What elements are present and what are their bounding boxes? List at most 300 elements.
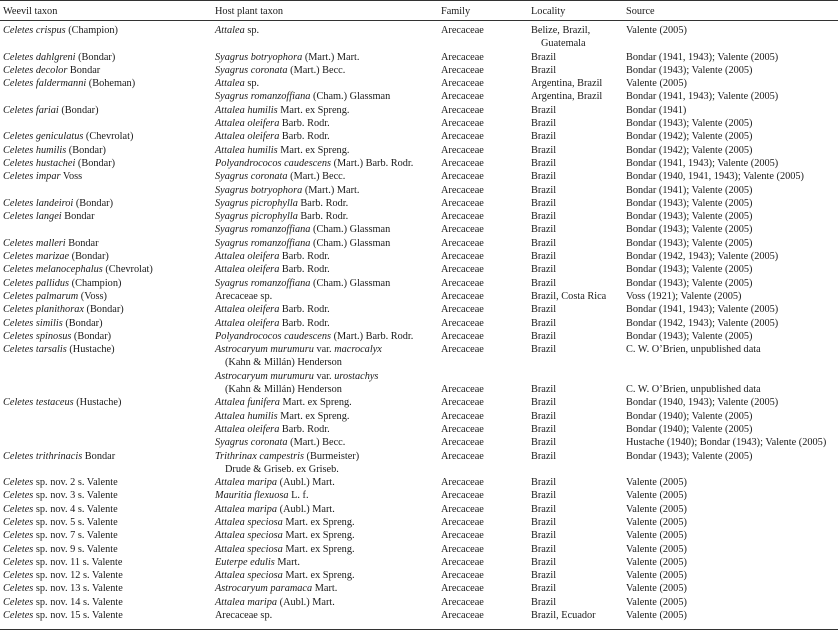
family-cell — [441, 516, 484, 529]
source-text: Valente (2005) — [626, 503, 687, 515]
weevil-taxon-cell — [3, 489, 118, 502]
locality-cell — [531, 317, 556, 330]
locality-line-1: Argentina, Brazil — [531, 91, 603, 103]
family-text: Arecaceae — [441, 264, 484, 276]
host-line-1 — [215, 343, 382, 356]
table-row — [0, 263, 838, 276]
locality-cell — [531, 383, 556, 396]
host-authority: Barb. Rodr. — [279, 304, 330, 316]
family-text: Arecaceae — [441, 157, 484, 169]
locality-cell — [531, 64, 556, 77]
locality-line-1: Brazil — [531, 51, 557, 63]
table-row — [0, 569, 838, 582]
host-line-1 — [215, 144, 349, 157]
host-authority: (Aubl.) Mart. — [277, 596, 335, 608]
source-text: Valente (2005) — [626, 610, 687, 622]
table-row — [0, 184, 838, 197]
host-authority: Mart. — [312, 583, 338, 595]
host-name-italic: Syagrus coronata — [215, 437, 288, 449]
locality-cell — [531, 423, 556, 436]
host-plant-cell — [215, 410, 349, 423]
host-plant-cell — [215, 476, 335, 489]
locality-cell — [531, 104, 556, 117]
weevil-taxon-cell — [3, 250, 109, 263]
host-name-italic: Astrocaryum murumuru — [215, 344, 314, 356]
host-authority: Arecaceae sp. — [215, 290, 273, 302]
source-cell — [626, 609, 687, 622]
host-line-1 — [215, 569, 355, 582]
family-cell — [441, 117, 484, 130]
family-text: Arecaceae — [441, 277, 484, 289]
host-line-1 — [215, 556, 300, 569]
family-cell — [441, 77, 484, 90]
host-plant-cell — [215, 582, 337, 595]
host-name-italic: Syagrus romanzoffiana — [215, 277, 311, 289]
host-name-italic: Polyandrococos caudescens — [215, 330, 331, 342]
weevil-authority: sp. nov. 9 s. Valente — [33, 543, 118, 555]
source-cell — [626, 330, 753, 343]
family-text: Arecaceae — [441, 397, 484, 409]
source-text: Bondar (1941) — [626, 104, 687, 116]
locality-cell — [531, 569, 556, 582]
source-text: Bondar (1941, 1943); Valente (2005) — [626, 157, 779, 169]
host-name-italic: Attalea — [215, 25, 245, 36]
host-authority: (Cham.) Glassman — [310, 224, 391, 236]
weevil-authority: (Chevrolat) — [83, 131, 134, 143]
locality-line-1: Brazil — [531, 330, 557, 342]
locality-cell — [531, 250, 556, 263]
source-text: Valente (2005) — [626, 596, 687, 608]
weevil-taxon-cell — [3, 503, 118, 516]
host-name-italic: Attalea oleifera — [215, 251, 280, 263]
table-row — [0, 130, 838, 143]
source-cell — [626, 90, 778, 103]
weevil-taxon-cell — [3, 516, 118, 529]
family-cell — [441, 582, 484, 595]
source-text: Valente (2005) — [626, 490, 687, 502]
host-plant-cell — [215, 503, 335, 516]
family-cell — [441, 263, 484, 276]
host-name-italic: Attalea humilis — [215, 410, 278, 422]
locality-cell — [531, 170, 556, 183]
locality-cell — [531, 197, 556, 210]
locality-line-1: Brazil — [531, 184, 557, 196]
family-text: Arecaceae — [441, 410, 484, 422]
weevil-name-italic: Celetes — [3, 596, 34, 608]
source-cell — [626, 237, 753, 250]
weevil-taxon-cell — [3, 303, 124, 316]
family-cell — [441, 436, 484, 449]
weevil-name-italic: Celetes melanocephalus — [3, 264, 103, 276]
family-text: Arecaceae — [441, 596, 484, 608]
locality-line-1: Brazil — [531, 344, 557, 356]
source-cell — [626, 383, 761, 396]
host-authority: Mart. ex Spreng. — [282, 516, 355, 528]
host-plant-cell — [215, 596, 335, 609]
host-authority: Barb. Rodr. — [279, 264, 330, 276]
family-text: Arecaceae — [441, 104, 484, 116]
host-line-1 — [215, 436, 345, 449]
host-name-italic: Trithrinax campestris — [215, 450, 304, 462]
host-line-2: Drude & Griseb. ex Griseb. — [225, 463, 339, 475]
table-row — [0, 237, 838, 250]
host-authority: (Mart.) Becc. — [287, 64, 346, 76]
source-cell — [626, 223, 753, 236]
family-cell — [441, 569, 484, 582]
top-rule — [0, 0, 838, 1]
weevil-taxon-cell — [3, 24, 118, 37]
locality-line-1: Brazil — [531, 131, 557, 143]
locality-line-1: Brazil — [531, 570, 557, 582]
host-authority: (Aubl.) Mart. — [277, 503, 335, 515]
host-name-italic: Attalea speciosa — [215, 530, 283, 542]
weevil-authority: (Champion) — [65, 25, 118, 36]
family-text: Arecaceae — [441, 304, 484, 316]
source-text: Valente (2005) — [626, 78, 687, 90]
host-variety-italic: macrocalyx — [334, 344, 382, 356]
host-authority: Mart. ex Spreng. — [277, 410, 350, 422]
family-text: Arecaceae — [441, 224, 484, 236]
host-plant-cell — [215, 117, 330, 130]
locality-line-1: Brazil — [531, 583, 557, 595]
weevil-name-italic: Celetes testaceus — [3, 397, 74, 409]
source-cell — [626, 64, 753, 77]
host-authority: Mart. ex Spreng. — [277, 104, 350, 116]
locality-line-1: Brazil — [531, 144, 557, 156]
locality-cell — [531, 237, 556, 250]
host-line-1 — [215, 596, 335, 609]
host-line-1 — [215, 184, 359, 197]
table-row — [0, 596, 838, 609]
host-line-1 — [215, 263, 330, 276]
locality-line-1: Brazil — [531, 477, 557, 489]
source-text: Bondar (1943); Valente (2005) — [626, 197, 753, 209]
host-plant-cell — [215, 343, 382, 370]
host-line-1 — [215, 450, 359, 463]
family-text: Arecaceae — [441, 490, 484, 502]
weevil-name-italic: Celetes faldermanni — [3, 78, 87, 90]
weevil-authority: Bondar — [67, 64, 101, 76]
weevil-authority: sp. nov. 11 s. Valente — [33, 556, 123, 568]
locality-cell — [531, 184, 556, 197]
host-plant-cell — [215, 277, 390, 290]
locality-cell — [531, 51, 556, 64]
source-cell — [626, 450, 753, 463]
table-row — [0, 170, 838, 183]
weevil-name-italic: Celetes — [3, 477, 34, 489]
family-cell — [441, 503, 484, 516]
host-plant-cell — [215, 210, 348, 223]
family-cell — [441, 303, 484, 316]
source-cell — [626, 410, 753, 423]
weevil-taxon-cell — [3, 556, 122, 569]
table-row — [0, 64, 838, 77]
weevil-name-italic: Celetes geniculatus — [3, 131, 84, 143]
host-authority: Barb. Rodr. — [297, 211, 349, 223]
source-text: Hustache (1940); Bondar (1943); Valente (2005) — [626, 437, 827, 449]
locality-line-1: Brazil — [531, 251, 557, 263]
locality-cell — [531, 290, 606, 303]
source-cell — [626, 343, 761, 356]
host-line-1 — [215, 170, 345, 183]
weevil-taxon-cell — [3, 582, 123, 595]
locality-line-1: Brazil — [531, 384, 557, 396]
weevil-taxon-cell — [3, 77, 135, 90]
family-text: Arecaceae — [441, 251, 484, 263]
locality-line-1: Brazil — [531, 211, 557, 223]
source-text: Valente (2005) — [626, 543, 687, 555]
weevil-name-italic: Celetes — [3, 570, 34, 582]
header-rule — [0, 20, 838, 21]
host-line-1 — [215, 90, 390, 103]
weevil-authority: (Hustache) — [73, 397, 122, 409]
weevil-authority: Voss — [60, 171, 83, 183]
source-cell — [626, 184, 753, 197]
family-cell — [441, 410, 484, 423]
host-authority: Barb. Rodr. — [279, 118, 330, 130]
table-row — [0, 516, 838, 529]
host-plant-cell — [215, 303, 330, 316]
host-name-italic: Attalea — [215, 78, 245, 90]
host-line-1 — [215, 51, 359, 64]
weevil-taxon-cell — [3, 476, 118, 489]
table-row — [0, 303, 838, 316]
host-line-1 — [215, 330, 413, 343]
host-name-italic: Attalea speciosa — [215, 570, 283, 582]
locality-cell — [531, 529, 556, 542]
family-cell — [441, 64, 484, 77]
host-line-1 — [215, 503, 335, 516]
weevil-taxon-cell — [3, 343, 115, 356]
locality-line-1: Brazil — [531, 397, 557, 409]
family-text: Arecaceae — [441, 503, 484, 515]
locality-cell — [531, 277, 556, 290]
source-text: Bondar (1943); Valente (2005) — [626, 237, 753, 249]
host-name-italic: Euterpe edulis — [215, 556, 275, 568]
host-authority: sp. — [244, 25, 260, 36]
host-authority: (Aubl.) Mart. — [277, 477, 335, 489]
family-text: Arecaceae — [441, 25, 484, 36]
family-text: Arecaceae — [441, 516, 484, 528]
host-plant-cell — [215, 223, 390, 236]
family-text: Arecaceae — [441, 171, 484, 183]
host-plant-cell — [215, 51, 359, 64]
table-row — [0, 197, 838, 210]
source-cell — [626, 436, 826, 449]
locality-line-1: Brazil — [531, 171, 557, 183]
host-name-italic: Syagrus romanzoffiana — [215, 224, 311, 236]
host-authority: (Mart.) Becc. — [287, 171, 346, 183]
host-name-italic: Attalea oleifera — [215, 423, 280, 435]
weevil-authority: Bondar — [82, 450, 116, 462]
table-body — [0, 24, 838, 622]
weevil-authority: (Chevrolat) — [102, 264, 153, 276]
locality-cell — [531, 263, 556, 276]
host-plant-cell — [215, 77, 259, 90]
host-plant-cell — [215, 263, 330, 276]
family-cell — [441, 144, 484, 157]
family-cell — [441, 130, 484, 143]
table-row — [0, 503, 838, 516]
host-line-1 — [215, 303, 330, 316]
table-row — [0, 250, 838, 263]
family-cell — [441, 450, 484, 463]
source-text: Valente (2005) — [626, 570, 687, 582]
table-row — [0, 144, 838, 157]
locality-line-1: Brazil — [531, 410, 557, 422]
table-row — [0, 543, 838, 556]
source-cell — [626, 556, 687, 569]
weevil-authority: (Hustache) — [66, 344, 115, 356]
source-text: Bondar (1941); Valente (2005) — [626, 184, 753, 196]
source-cell — [626, 170, 804, 183]
source-cell — [626, 596, 687, 609]
locality-cell — [531, 90, 602, 103]
host-plant-cell — [215, 450, 359, 477]
host-plant-cell — [215, 569, 355, 582]
source-text: Bondar (1943); Valente (2005) — [626, 224, 753, 236]
source-text: Bondar (1942, 1943); Valente (2005) — [626, 251, 779, 263]
host-name-italic: Syagrus picrophylla — [215, 197, 298, 209]
host-name-italic: Attalea speciosa — [215, 543, 283, 555]
locality-line-1: Brazil — [531, 503, 557, 515]
table-row — [0, 51, 838, 64]
host-name-italic: Syagrus botryophora — [215, 184, 303, 196]
family-text: Arecaceae — [441, 64, 484, 76]
source-cell — [626, 423, 753, 436]
source-cell — [626, 144, 753, 157]
table-row — [0, 423, 838, 436]
host-name-italic: Attalea oleifera — [215, 304, 280, 316]
source-cell — [626, 489, 687, 502]
weevil-name-italic: Celetes dahlgreni — [3, 51, 76, 63]
source-cell — [626, 117, 753, 130]
family-text: Arecaceae — [441, 290, 484, 302]
weevil-authority: sp. nov. 4 s. Valente — [33, 503, 118, 515]
family-text: Arecaceae — [441, 570, 484, 582]
header-locality: Locality — [531, 6, 566, 17]
table-row — [0, 609, 838, 622]
family-text: Arecaceae — [441, 543, 484, 555]
family-text: Arecaceae — [441, 51, 484, 63]
host-plant-cell — [215, 24, 259, 37]
host-line-1 — [215, 117, 330, 130]
weevil-name-italic: Celetes — [3, 610, 34, 622]
host-line-1 — [215, 250, 330, 263]
host-name-italic: Attalea speciosa — [215, 516, 283, 528]
family-cell — [441, 197, 484, 210]
header-family: Family — [441, 6, 471, 17]
locality-line-1: Brazil — [531, 264, 557, 276]
source-text: Bondar (1940, 1941, 1943); Valente (2005) — [626, 171, 804, 183]
source-cell — [626, 317, 778, 330]
family-cell — [441, 343, 484, 356]
locality-cell — [531, 210, 556, 223]
host-plant-cell — [215, 144, 349, 157]
locality-cell — [531, 343, 556, 356]
host-line-1 — [215, 64, 345, 77]
family-text: Arecaceae — [441, 477, 484, 489]
family-text: Arecaceae — [441, 423, 484, 435]
table-row — [0, 582, 838, 595]
family-text: Arecaceae — [441, 556, 484, 568]
weevil-taxon-cell — [3, 210, 95, 223]
source-cell — [626, 569, 687, 582]
table-row — [0, 529, 838, 542]
host-name-italic: Polyandrococos caudescens — [215, 157, 331, 169]
family-text: Arecaceae — [441, 530, 484, 542]
host-line-1 — [215, 197, 348, 210]
weevil-name-italic: Celetes tarsalis — [3, 344, 67, 356]
weevil-taxon-cell — [3, 104, 99, 117]
host-line-1 — [215, 582, 337, 595]
family-cell — [441, 596, 484, 609]
table-row — [0, 223, 838, 236]
host-authority: (Cham.) Glassman — [310, 277, 391, 289]
source-cell — [626, 503, 687, 516]
source-text: Bondar (1943); Valente (2005) — [626, 211, 753, 223]
weevil-authority: sp. nov. 3 s. Valente — [33, 490, 118, 502]
table-header — [0, 5, 838, 19]
host-name-italic: Attalea maripa — [215, 477, 278, 489]
source-cell — [626, 157, 778, 170]
source-text: Bondar (1940, 1943); Valente (2005) — [626, 397, 779, 409]
locality-cell — [531, 117, 556, 130]
host-line-1 — [215, 77, 259, 90]
locality-cell — [531, 582, 556, 595]
host-authority: (Mart.) Barb. Rodr. — [331, 157, 414, 169]
host-plant-cell — [215, 609, 272, 622]
locality-cell — [531, 436, 556, 449]
family-cell — [441, 396, 484, 409]
family-cell — [441, 290, 484, 303]
weevil-name-italic: Celetes fariai — [3, 104, 59, 116]
host-plant-cell — [215, 237, 390, 250]
weevil-name-italic: Celetes palmarum — [3, 290, 79, 302]
source-text: Bondar (1942); Valente (2005) — [626, 144, 753, 156]
header-host-plant-taxon: Host plant taxon — [215, 6, 284, 17]
source-text: Valente (2005) — [626, 516, 687, 528]
host-plant-cell — [215, 516, 355, 529]
host-plant-cell — [215, 436, 345, 449]
host-plant-cell — [215, 157, 413, 170]
family-cell — [441, 277, 484, 290]
source-text: Bondar (1941, 1943); Valente (2005) — [626, 51, 779, 63]
family-text: Arecaceae — [441, 211, 484, 223]
locality-line-1: Brazil, Costa Rica — [531, 290, 607, 302]
locality-line-2: Guatemala — [541, 38, 586, 50]
weevil-name-italic: Celetes — [3, 556, 34, 568]
source-text: Bondar (1940); Valente (2005) — [626, 410, 753, 422]
weevil-name-italic: Celetes — [3, 543, 34, 555]
bottom-rule — [0, 629, 838, 630]
weevil-taxon-cell — [3, 197, 113, 210]
source-cell — [626, 582, 687, 595]
locality-line-1: Brazil — [531, 118, 557, 130]
header-weevil-taxon: Weevil taxon — [3, 6, 58, 17]
weevil-taxon-cell — [3, 290, 107, 303]
family-text: Arecaceae — [441, 437, 484, 449]
family-text: Arecaceae — [441, 184, 484, 196]
weevil-authority: sp. nov. 14 s. Valente — [33, 596, 123, 608]
source-cell — [626, 197, 753, 210]
source-cell — [626, 210, 753, 223]
weevil-name-italic: Celetes — [3, 503, 34, 515]
source-cell — [626, 24, 687, 37]
family-cell — [441, 90, 484, 103]
host-authority: (Mart.) Mart. — [302, 51, 360, 63]
weevil-authority: (Bondar) — [75, 157, 116, 169]
